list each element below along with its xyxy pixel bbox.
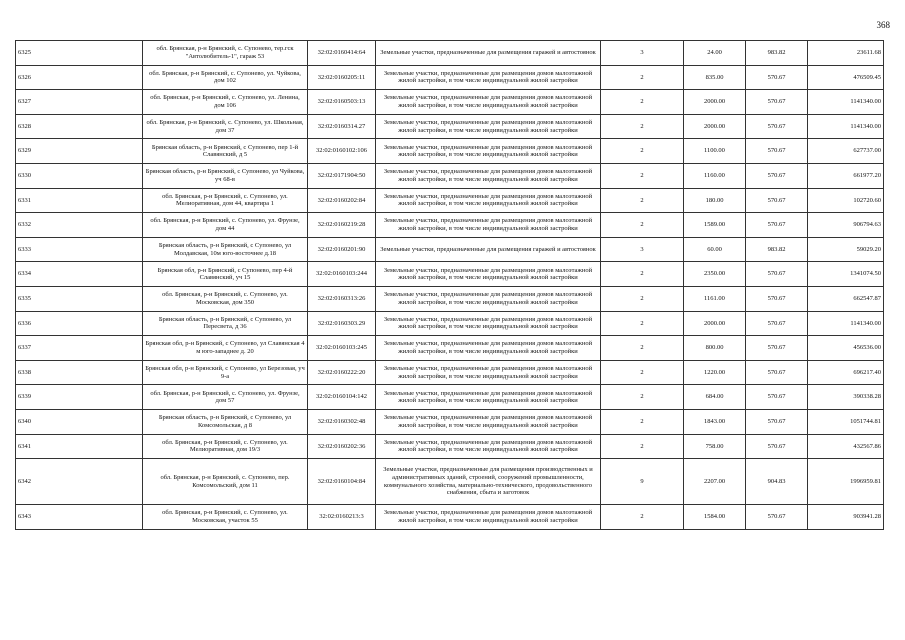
cadastral-value-cell: 59029.20 [808, 237, 884, 262]
land-use-cell: Земельные участки, предназначенные для размещения домов малоэтажной жилой застройки, в том числе индивидуальной жилой застройки [376, 385, 601, 410]
rate-cell: 570.67 [746, 311, 808, 336]
rate-cell: 983.82 [746, 237, 808, 262]
cadastral-value-cell: 1341074.50 [808, 262, 884, 287]
cadastral-number-cell: 32:02:0160414:64 [308, 41, 376, 66]
address-cell: Брянская область, р-н Брянский, с Супонево, пер 1-й Славянский, д 5 [143, 139, 308, 164]
address-cell: обл. Брянская, р-н Брянский, с. Супонево, ул. Чуйкова, дом 102 [143, 65, 308, 90]
cadastral-value-cell: 1051744.81 [808, 409, 884, 434]
group-cell: 2 [601, 188, 684, 213]
row-number: 6343 [16, 505, 143, 530]
area-cell: 1843.00 [684, 409, 746, 434]
table-row [16, 336, 884, 361]
cadastral-number-cell: 32:02:0160213:3 [308, 505, 376, 530]
land-use-cell: Земельные участки, предназначенные для размещения домов малоэтажной жилой застройки, в том числе индивидуальной жилой застройки [376, 213, 601, 238]
area-cell: 800.00 [684, 336, 746, 361]
address-cell: Брянская область, р-н Брянский, с Супонево, ул Комсомольская, д 8 [143, 409, 308, 434]
row-number: 6337 [16, 336, 143, 361]
group-cell: 2 [601, 286, 684, 311]
area-cell: 2207.00 [684, 459, 746, 505]
table-row [16, 286, 884, 311]
land-use-cell: Земельные участки, предназначенные для размещения домов малоэтажной жилой застройки, в том числе индивидуальной жилой застройки [376, 262, 601, 287]
row-number: 6325 [16, 41, 143, 66]
address-cell: Брянская область, р-н Брянский, с Супонево, ул Молдавская, 10м юго-восточнее д.18 [143, 237, 308, 262]
group-cell: 2 [601, 90, 684, 115]
rate-cell: 570.67 [746, 213, 808, 238]
land-use-cell: Земельные участки, предназначенные для размещения домов малоэтажной жилой застройки, в том числе индивидуальной жилой застройки [376, 114, 601, 139]
address-cell: обл. Брянская, р-н Брянский, с. Супонево, ул. Фрунзе, дом 57 [143, 385, 308, 410]
rate-cell: 570.67 [746, 360, 808, 385]
table-row [16, 409, 884, 434]
cadastral-number-cell: 32:02:0160303.29 [308, 311, 376, 336]
rate-cell: 570.67 [746, 409, 808, 434]
row-number: 6334 [16, 262, 143, 287]
group-cell: 2 [601, 434, 684, 459]
cadastral-number-cell: 32:02:0160104:142 [308, 385, 376, 410]
cadastral-number-cell: 32:02:0160202:36 [308, 434, 376, 459]
land-registry-table [15, 40, 884, 530]
group-cell: 2 [601, 139, 684, 164]
group-cell: 2 [601, 262, 684, 287]
table-row [16, 65, 884, 90]
group-cell: 2 [601, 385, 684, 410]
land-use-cell: Земельные участки, предназначенные для размещения домов малоэтажной жилой застройки, в том числе индивидуальной жилой застройки [376, 286, 601, 311]
group-cell: 2 [601, 336, 684, 361]
group-cell: 2 [601, 505, 684, 530]
cadastral-value-cell: 696217.40 [808, 360, 884, 385]
land-use-cell: Земельные участки, предназначенные для размещения домов малоэтажной жилой застройки, в том числе индивидуальной жилой застройки [376, 434, 601, 459]
cadastral-value-cell: 903941.28 [808, 505, 884, 530]
area-cell: 180.00 [684, 188, 746, 213]
cadastral-value-cell: 432567.86 [808, 434, 884, 459]
rate-cell: 570.67 [746, 286, 808, 311]
area-cell: 1220.00 [684, 360, 746, 385]
cadastral-value-cell: 1996959.81 [808, 459, 884, 505]
row-number: 6335 [16, 286, 143, 311]
rate-cell: 570.67 [746, 65, 808, 90]
row-number: 6336 [16, 311, 143, 336]
address-cell: Брянская обл, р-н Брянский, с Супонево, ул Славянская 4 м юго-западнее д. 20 [143, 336, 308, 361]
rate-cell: 570.67 [746, 385, 808, 410]
table-row [16, 163, 884, 188]
cadastral-number-cell: 32:02:0160201:90 [308, 237, 376, 262]
land-use-cell: Земельные участки, предназначенные для размещения домов малоэтажной жилой застройки, в том числе индивидуальной жилой застройки [376, 65, 601, 90]
row-number: 6326 [16, 65, 143, 90]
cadastral-number-cell: 32:02:0160314.27 [308, 114, 376, 139]
cadastral-value-cell: 627737.00 [808, 139, 884, 164]
table-row [16, 262, 884, 287]
cadastral-number-cell: 32:02:0160302:48 [308, 409, 376, 434]
address-cell: обл. Брянская, р-н Брянский, с. Супонево, ул. Мелиоративная, дом 19/3 [143, 434, 308, 459]
cadastral-value-cell: 390338.28 [808, 385, 884, 410]
cadastral-number-cell: 32:02:0160503:13 [308, 90, 376, 115]
cadastral-number-cell: 32:02:0160104:84 [308, 459, 376, 505]
rate-cell: 570.67 [746, 90, 808, 115]
cadastral-number-cell: 32:02:0160202:84 [308, 188, 376, 213]
group-cell: 3 [601, 41, 684, 66]
cadastral-number-cell: 32:02:0160222:20 [308, 360, 376, 385]
group-cell: 2 [601, 163, 684, 188]
address-cell: Брянская область, р-н Брянский, с Супонево, ул Чуйкова, уч 68-в [143, 163, 308, 188]
row-number: 6342 [16, 459, 143, 505]
area-cell: 1161.00 [684, 286, 746, 311]
rate-cell: 570.67 [746, 336, 808, 361]
cadastral-number-cell: 32:02:0160219:28 [308, 213, 376, 238]
cadastral-value-cell: 1141340.00 [808, 114, 884, 139]
area-cell: 758.00 [684, 434, 746, 459]
area-cell: 60.00 [684, 237, 746, 262]
rate-cell: 570.67 [746, 163, 808, 188]
row-number: 6333 [16, 237, 143, 262]
land-use-cell: Земельные участки, предназначенные для размещения домов малоэтажной жилой застройки, в том числе индивидуальной жилой застройки [376, 505, 601, 530]
land-use-cell: Земельные участки, предназначенные для размещения домов малоэтажной жилой застройки, в том числе индивидуальной жилой застройки [376, 188, 601, 213]
cadastral-value-cell: 662547.87 [808, 286, 884, 311]
table-row [16, 459, 884, 505]
area-cell: 1160.00 [684, 163, 746, 188]
row-number: 6328 [16, 114, 143, 139]
land-use-cell: Земельные участки, предназначенные для размещения домов малоэтажной жилой застройки, в том числе индивидуальной жилой застройки [376, 409, 601, 434]
area-cell: 24.00 [684, 41, 746, 66]
group-cell: 2 [601, 65, 684, 90]
cadastral-number-cell: 32:02:0160103:244 [308, 262, 376, 287]
rate-cell: 570.67 [746, 188, 808, 213]
address-cell: обл. Брянская, р-н Брянский, с. Супонево, ул. Московская, дом 350 [143, 286, 308, 311]
address-cell: обл. Брянская, р-н Брянский, с. Супонево, тер.гск "Автолюбитель-1", гараж 53 [143, 41, 308, 66]
area-cell: 2000.00 [684, 114, 746, 139]
land-use-cell: Земельные участки, предназначенные для размещения домов малоэтажной жилой застройки, в том числе индивидуальной жилой застройки [376, 139, 601, 164]
cadastral-value-cell: 906794.63 [808, 213, 884, 238]
table-row [16, 188, 884, 213]
land-use-cell: Земельные участки, предназначенные для размещения домов малоэтажной жилой застройки, в том числе индивидуальной жилой застройки [376, 163, 601, 188]
cadastral-value-cell: 1141340.00 [808, 311, 884, 336]
rate-cell: 570.67 [746, 505, 808, 530]
land-use-cell: Земельные участки, предназначенные для размещения домов малоэтажной жилой застройки, в том числе индивидуальной жилой застройки [376, 360, 601, 385]
area-cell: 2000.00 [684, 90, 746, 115]
table-row [16, 385, 884, 410]
table-row [16, 90, 884, 115]
row-number: 6331 [16, 188, 143, 213]
area-cell: 1589.00 [684, 213, 746, 238]
table-row [16, 237, 884, 262]
table-row [16, 311, 884, 336]
address-cell: Брянская обл, р-н Брянский, с Супонево, ул Березовая, уч 9-а [143, 360, 308, 385]
row-number: 6339 [16, 385, 143, 410]
land-use-cell: Земельные участки, предназначенные для размещения гаражей и автостоянок [376, 41, 601, 66]
address-cell: обл. Брянская, р-н Брянский, с. Супонево, ул. Ленина, дом 106 [143, 90, 308, 115]
rate-cell: 983.82 [746, 41, 808, 66]
group-cell: 3 [601, 237, 684, 262]
land-use-cell: Земельные участки, предназначенные для размещения гаражей и автостоянок [376, 237, 601, 262]
group-cell: 2 [601, 360, 684, 385]
group-cell: 2 [601, 311, 684, 336]
address-cell: Брянская область, р-н Брянский, с Супонево, ул Пересвета, д 36 [143, 311, 308, 336]
rate-cell: 570.67 [746, 139, 808, 164]
row-number: 6327 [16, 90, 143, 115]
cadastral-value-cell: 1141340.00 [808, 90, 884, 115]
land-use-cell: Земельные участки, предназначенные для размещения домов малоэтажной жилой застройки, в том числе индивидуальной жилой застройки [376, 311, 601, 336]
land-use-cell: Земельные участки, предназначенные для размещения производственных и административных зданий, строений, сооружений промышленности, коммунального хозяйства, материально-технического, продовольственного снабжения, сбыта и заготовок [376, 459, 601, 505]
rate-cell: 904.83 [746, 459, 808, 505]
row-number: 6330 [16, 163, 143, 188]
group-cell: 9 [601, 459, 684, 505]
group-cell: 2 [601, 213, 684, 238]
group-cell: 2 [601, 114, 684, 139]
area-cell: 2350.00 [684, 262, 746, 287]
row-number: 6332 [16, 213, 143, 238]
table-row [16, 434, 884, 459]
address-cell: обл. Брянская, р-н Брянский, с. Супонево, ул. Школьная, дом 37 [143, 114, 308, 139]
table-row [16, 213, 884, 238]
address-cell: Брянская обл, р-н Брянский, с Супонево, пер 4-й Славянский, уч 15 [143, 262, 308, 287]
address-cell: обл. Брянская, р-н Брянский, с. Супонево, пер. Комсомольский, дом 11 [143, 459, 308, 505]
cadastral-value-cell: 23611.68 [808, 41, 884, 66]
cadastral-number-cell: 32:02:0160313:26 [308, 286, 376, 311]
address-cell: обл. Брянская, р-н Брянский, с. Супонево, ул. Мелиоративная, дом 44, квартира 1 [143, 188, 308, 213]
land-use-cell: Земельные участки, предназначенные для размещения домов малоэтажной жилой застройки, в том числе индивидуальной жилой застройки [376, 90, 601, 115]
table-row [16, 505, 884, 530]
table-row [16, 360, 884, 385]
cadastral-number-cell: 32:02:0160102:106 [308, 139, 376, 164]
area-cell: 2000.00 [684, 311, 746, 336]
cadastral-value-cell: 476509.45 [808, 65, 884, 90]
page-number: 368 [876, 20, 890, 30]
rate-cell: 570.67 [746, 434, 808, 459]
cadastral-value-cell: 456536.00 [808, 336, 884, 361]
area-cell: 1100.00 [684, 139, 746, 164]
area-cell: 835.00 [684, 65, 746, 90]
table-row [16, 41, 884, 66]
group-cell: 2 [601, 409, 684, 434]
cadastral-number-cell: 32:02:0160103:245 [308, 336, 376, 361]
row-number: 6340 [16, 409, 143, 434]
row-number: 6338 [16, 360, 143, 385]
cadastral-value-cell: 102720.60 [808, 188, 884, 213]
cadastral-number-cell: 32:02:0160205:11 [308, 65, 376, 90]
table-row [16, 139, 884, 164]
land-use-cell: Земельные участки, предназначенные для размещения домов малоэтажной жилой застройки, в том числе индивидуальной жилой застройки [376, 336, 601, 361]
cadastral-value-cell: 661977.20 [808, 163, 884, 188]
rate-cell: 570.67 [746, 114, 808, 139]
area-cell: 1584.00 [684, 505, 746, 530]
table-row [16, 114, 884, 139]
cadastral-number-cell: 32:02:0171904:50 [308, 163, 376, 188]
table-body [16, 41, 884, 530]
rate-cell: 570.67 [746, 262, 808, 287]
row-number: 6341 [16, 434, 143, 459]
area-cell: 684.00 [684, 385, 746, 410]
row-number: 6329 [16, 139, 143, 164]
address-cell: обл. Брянская, р-н Брянский, с. Супонево, ул. Московская, участок 55 [143, 505, 308, 530]
address-cell: обл. Брянская, р-н Брянский, с. Супонево, ул. Фрунзе, дом 44 [143, 213, 308, 238]
